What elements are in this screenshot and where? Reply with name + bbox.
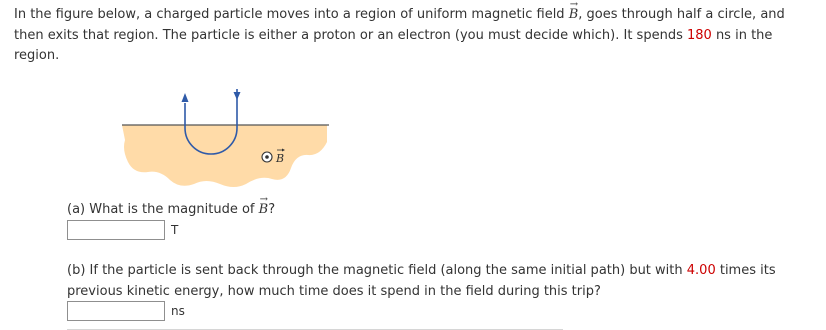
magnetic-field-figure [120,80,332,190]
field-out-of-page-icon [262,152,272,162]
part-b-text-2: times its previous kinetic energy, how much time does it spend in the field during this trip? [67,263,776,299]
time-value: 180 [686,27,712,43]
part-a-answer-input[interactable] [67,220,165,240]
field-region [122,125,327,187]
part-a-text-1: (a) What is the magnitude of [67,202,259,217]
part-b-unit: ns [171,304,185,318]
intro-text-1: In the figure below, a charged particle moves into a region of uniform magnetic field [14,7,569,22]
figure-diagram [120,80,332,190]
part-b-answer-row [67,301,185,321]
problem-statement [14,5,814,67]
energy-factor: 4.00 [686,263,716,278]
part-b-question [67,261,812,302]
part-a-question [67,200,275,221]
vector-b-symbol: → B [569,5,579,26]
part-b-text-1: (b) If the particle is sent back through the magnetic field (along the same initial path) but with [67,263,687,278]
part-b-answer-input[interactable] [67,301,165,321]
intro-text-2: , goes through half a circle, and then exits that region. The particle is either a proton or an electron (you must decide which). It spends [14,7,785,43]
field-label: B [276,152,285,165]
intro-text-3: ns in the region. [14,27,773,63]
part-a-answer-row [67,220,178,240]
arrow-up-icon [182,93,189,102]
part-a-unit: T [171,223,179,237]
arrow-down-icon [234,92,241,100]
part-a-text-2: ? [268,202,276,217]
vector-b-symbol: → B [259,200,269,221]
